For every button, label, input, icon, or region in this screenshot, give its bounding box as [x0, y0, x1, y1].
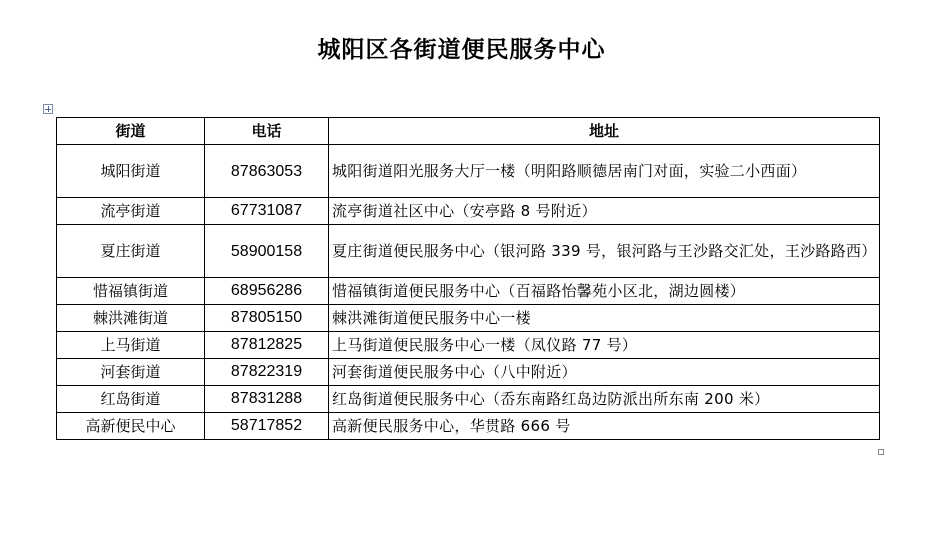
street-name-cell: 红岛街道 — [57, 386, 205, 413]
phone-cell: 87831288 — [205, 386, 329, 413]
header-address: 地址 — [329, 118, 880, 145]
phone-cell: 58900158 — [205, 225, 329, 278]
phone-cell: 58717852 — [205, 413, 329, 440]
table-row — [57, 305, 880, 332]
document-title: 城阳区各街道便民服务中心 — [317, 37, 606, 63]
street-name-cell: 棘洪滩街道 — [57, 305, 205, 332]
street-name-cell: 夏庄街道 — [57, 225, 205, 278]
table-move-handle-icon[interactable] — [43, 104, 53, 114]
street-name-cell: 惜福镇街道 — [57, 278, 205, 305]
phone-cell: 87863053 — [205, 145, 329, 198]
table-row — [57, 278, 880, 305]
street-name-cell: 高新便民中心 — [57, 413, 205, 440]
service-center-table — [56, 117, 880, 440]
address-cell: 城阳街道阳光服务大厅一楼（明阳路顺德居南门对面，实验二小西面） — [329, 145, 880, 198]
street-name-cell: 流亭街道 — [57, 198, 205, 225]
phone-cell: 68956286 — [205, 278, 329, 305]
street-name-cell: 河套街道 — [57, 359, 205, 386]
table-row — [57, 198, 880, 225]
phone-cell: 87805150 — [205, 305, 329, 332]
address-cell: 夏庄街道便民服务中心（银河路 339 号，银河路与王沙路交汇处，王沙路路西） — [329, 225, 880, 278]
address-cell: 河套街道便民服务中心（八中附近） — [329, 359, 880, 386]
table-row — [57, 332, 880, 359]
header-phone: 电话 — [205, 118, 329, 145]
header-street: 街道 — [57, 118, 205, 145]
phone-cell: 87822319 — [205, 359, 329, 386]
address-cell: 棘洪滩街道便民服务中心一楼 — [329, 305, 880, 332]
table-resize-handle-icon[interactable] — [878, 449, 884, 455]
address-cell: 红岛街道便民服务中心（岙东南路红岛边防派出所东南 200 米） — [329, 386, 880, 413]
phone-cell: 87812825 — [205, 332, 329, 359]
address-cell: 惜福镇街道便民服务中心（百福路怡馨苑小区北，湖边圆楼） — [329, 278, 880, 305]
table-row — [57, 359, 880, 386]
address-cell: 流亭街道社区中心（安亭路 8 号附近） — [329, 198, 880, 225]
table-row — [57, 386, 880, 413]
street-name-cell: 上马街道 — [57, 332, 205, 359]
table-row — [57, 225, 880, 278]
address-cell: 高新便民服务中心，华贯路 666 号 — [329, 413, 880, 440]
table-header-row — [57, 118, 880, 145]
phone-cell: 67731087 — [205, 198, 329, 225]
address-cell: 上马街道便民服务中心一楼（凤仪路 77 号） — [329, 332, 880, 359]
table-row — [57, 413, 880, 440]
street-name-cell: 城阳街道 — [57, 145, 205, 198]
table-row — [57, 145, 880, 198]
